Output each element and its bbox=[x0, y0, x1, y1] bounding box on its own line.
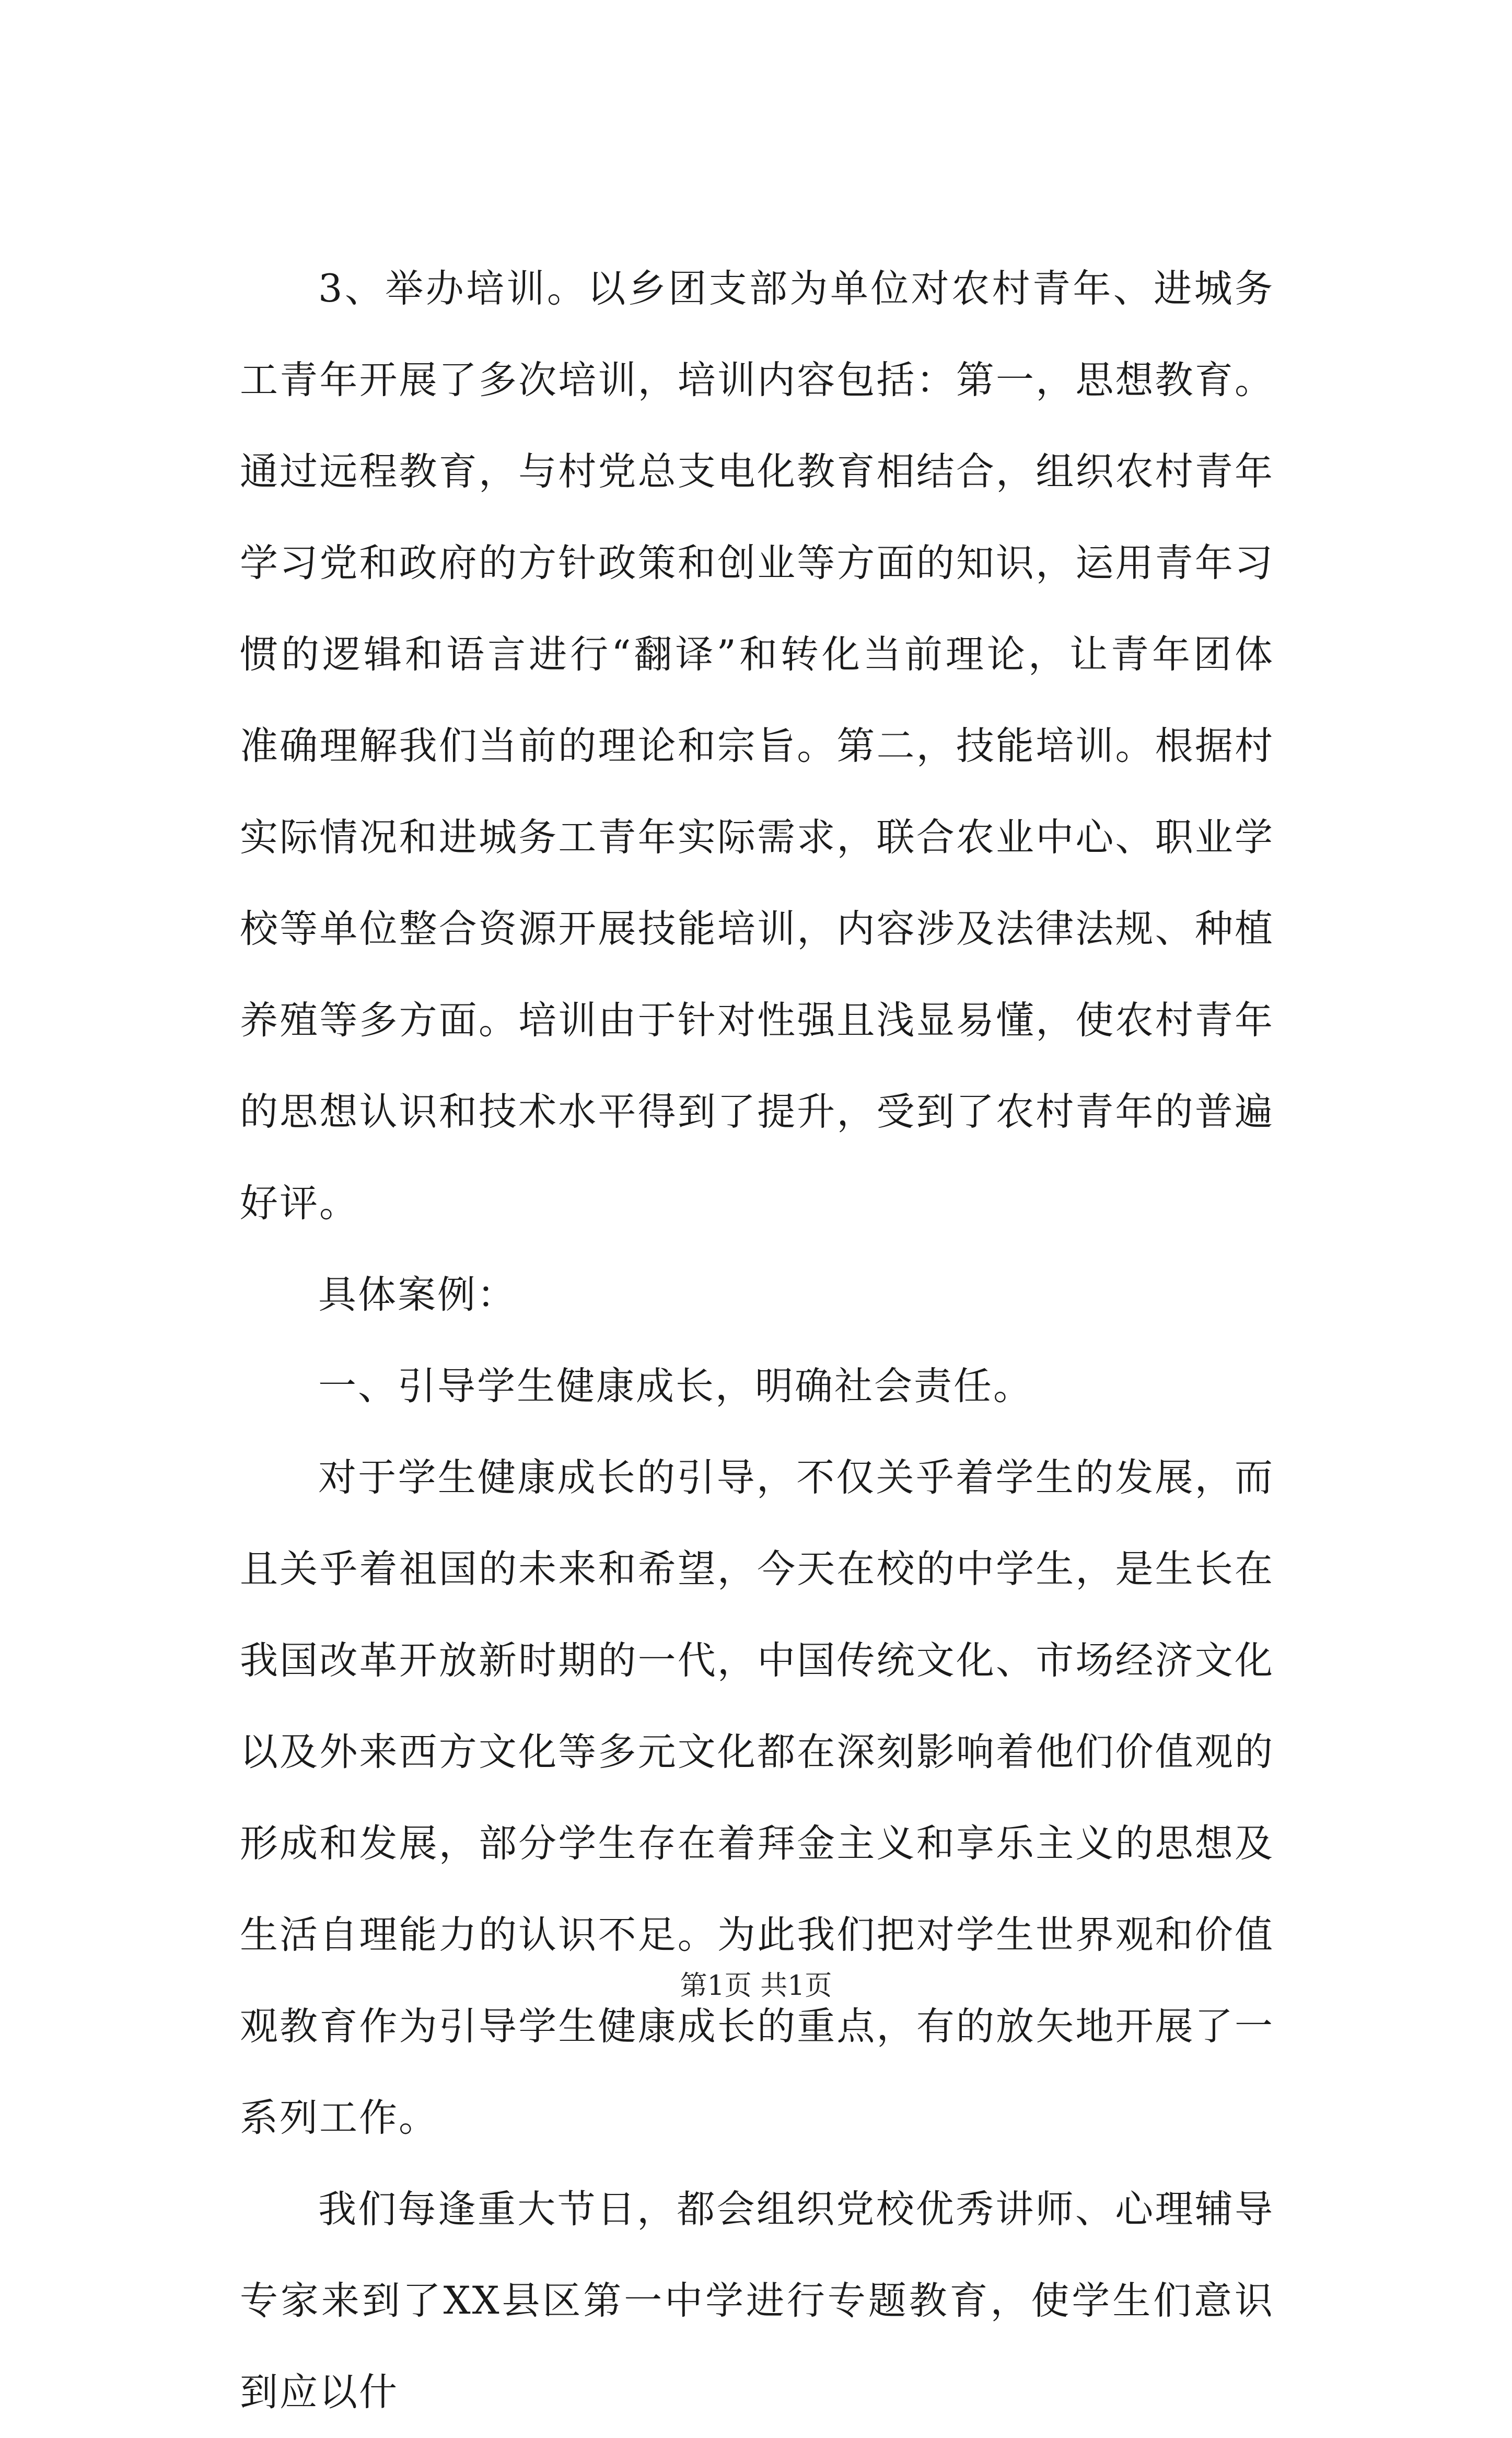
paragraph-section-one-title: 一、引导学生健康成长，明确社会责任。 bbox=[318, 1364, 1033, 1408]
paragraph-training: 3、举办培训。以乡团支部为单位对农村青年、进城务工青年开展了多次培训，培训内容包括：第一，思想教育。通过远程教育，与村党总支电化教育相结合，组织农村青年学习党和政府的方针政策和创业等方面的知识，运用青年习惯的逻辑和语言进行“翻译”和转化当前理论，让青年团体准确理解我们当前的理论和宗旨。第二，技能培训。根据村实际情况和进城务工青年实际需求，联合农业中心、职业学校等单位整合资源开展技能培训，内容涉及法律法规、种植养殖等多方面。培训由于针对性强且浅显易懂，使农村青年的思想认识和技术水平得到了提升，受到了农村青年的普遍好评。 bbox=[240, 267, 1274, 1226]
paragraph-student-guidance: 对于学生健康成长的引导，不仅关乎着学生的发展，而且关乎着祖国的未来和希望，今天在校的中学生，是生长在我国改革开放新时期的一代，中国传统文化、市场经济文化以及外来西方文化等多元文化都在深刻影响着他们价值观的形成和发展，部分学生存在着拜金主义和享乐主义的思想及生活自理能力的认识不足。为此我们把对学生世界观和价值观教育作为引导学生健康成长的重点，有的放矢地开展了一系列工作。 bbox=[240, 1455, 1274, 2140]
page-footer: 第1页 共1页 bbox=[680, 1970, 832, 2002]
body-text bbox=[240, 243, 1274, 2438]
paragraph-festival-education: 我们每逢重大节日，都会组织党校优秀讲师、心理辅导专家来到了XX县区第一中学进行专题教育，使学生们意识到应以什 bbox=[240, 2187, 1274, 2414]
paragraph-case-heading: 具体案例： bbox=[318, 1273, 517, 1317]
